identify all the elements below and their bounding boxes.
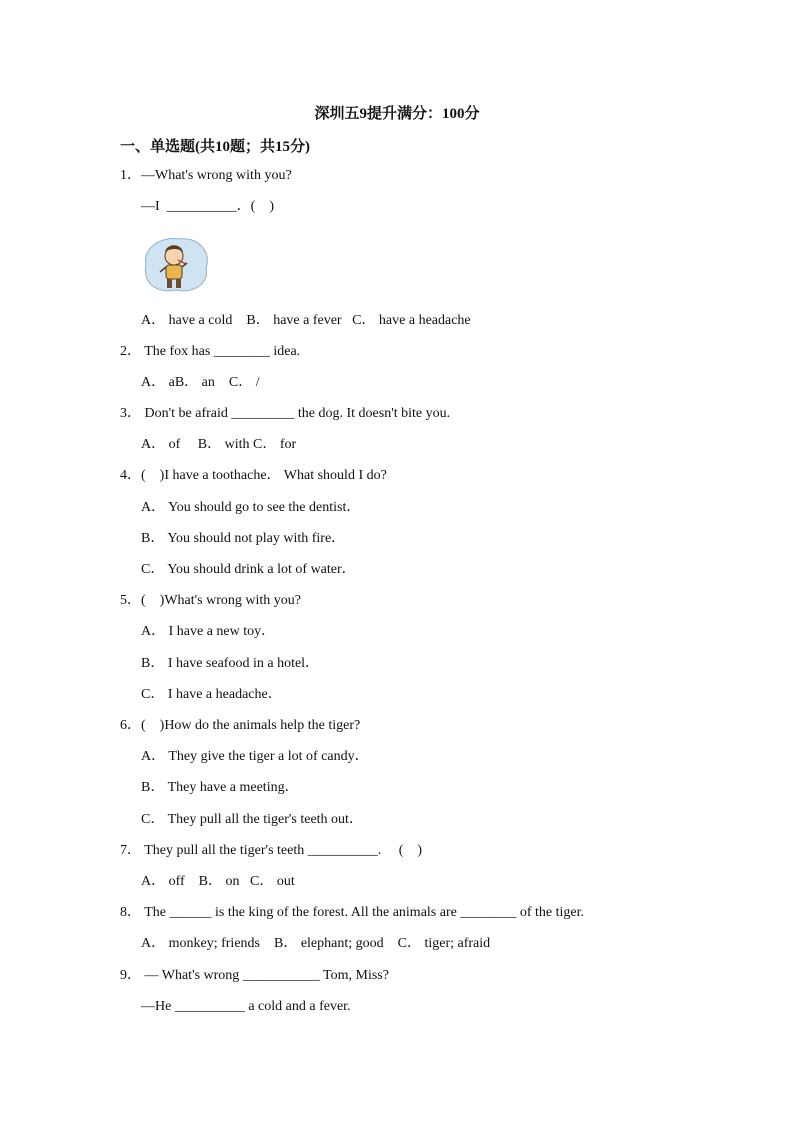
question-2-options: A． aB． an C． / (141, 375, 260, 390)
question-5-option-c: C． I have a headache． (141, 687, 282, 702)
question-6-stem: 6．( )How do the animals help the tiger? (120, 718, 361, 733)
question-3-options: A． of B． with C． for (141, 437, 297, 452)
question-9-stem: 9． — What's wrong ___________ Tom, Miss? (120, 968, 389, 983)
page-title: 深圳五9提升满分：100分 (314, 106, 480, 122)
question-4-stem: 4．( )I have a toothache． What should I do? (120, 468, 387, 483)
question-4-option-b: B． You should not play with fire． (141, 531, 346, 546)
question-5-option-a: A． I have a new toy． (141, 624, 276, 639)
section-heading: 一、单选题(共10题；共15分) (120, 139, 310, 155)
question-9-answer-line: —He __________ a cold and a fever. (141, 999, 351, 1014)
question-7-stem: 7． They pull all the tiger's teeth __________. ( ) (120, 843, 423, 858)
question-6-option-a: A． They give the tiger a lot of candy． (141, 749, 369, 764)
question-2-stem: 2． The fox has ________ idea. (120, 344, 301, 359)
question-1-stem: 1．—What's wrong with you? (120, 168, 292, 183)
question-1-answer-line: —I __________．( ) (141, 199, 274, 214)
question-3-stem: 3． Don't be afraid _________ the dog. It doesn't bite you. (120, 406, 451, 421)
question-8-stem: 8． The ______ is the king of the forest. All the animals are ________ of the tiger. (120, 905, 584, 920)
question-4-option-a: A． You should go to see the dentist． (141, 500, 361, 515)
question-6-option-c: C． They pull all the tiger's teeth out． (141, 812, 363, 827)
question-4-option-c: C． You should drink a lot of water． (141, 562, 356, 577)
question-8-options: A． monkey; friends B． elephant; good C． tiger; afraid (141, 936, 491, 951)
sick-boy-illustration (140, 234, 212, 294)
question-5-option-b: B． I have seafood in a hotel． (141, 656, 320, 671)
question-5-stem: 5．( )What's wrong with you? (120, 593, 301, 608)
question-7-options: A． off B． on C． out (141, 874, 295, 889)
question-6-option-b: B． They have a meeting． (141, 780, 299, 795)
question-1-options: A． have a cold B． have a fever C． have a headache (141, 313, 471, 328)
